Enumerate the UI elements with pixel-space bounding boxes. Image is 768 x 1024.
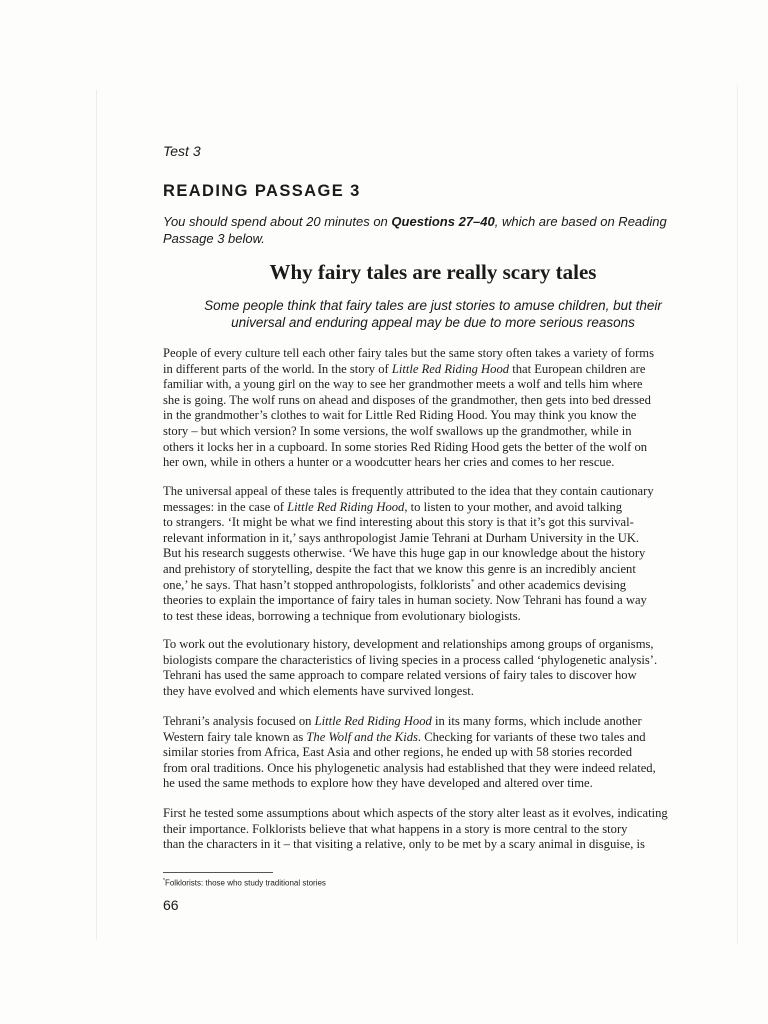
paragraph-5: [163, 806, 708, 853]
paragraph-line: [163, 730, 708, 746]
paragraph-1: [163, 346, 708, 471]
paragraph-line: [163, 714, 708, 730]
article-standfirst: [163, 297, 703, 331]
paragraph-line: to strangers. ‘It might be what we find interesting about this story is that it’s got this survival-: [163, 515, 634, 530]
footnote-marker: *: [163, 878, 165, 884]
paragraph-line: [163, 362, 708, 378]
scan-edge-right: [737, 85, 738, 945]
paragraph-text: Western fairy tale known as: [163, 729, 307, 744]
paragraph-2: [163, 484, 708, 624]
footnote: [163, 878, 326, 888]
paragraph-line: similar stories from Africa, East Asia and other regions, he ended up with 58 stories recorded: [163, 745, 632, 760]
paragraph-3: [163, 637, 708, 699]
paragraph-text: in different parts of the world. In the story of: [163, 361, 392, 376]
paragraph-text: . Checking for variants of these two tales and: [417, 729, 646, 744]
footnote-divider: [163, 872, 273, 873]
paragraph-line: First he tested some assumptions about which aspects of the story alter least as it evolves, indicating: [163, 806, 668, 820]
story-title: Little Red Riding Hood: [287, 499, 405, 514]
page-number: 66: [163, 897, 179, 913]
article-title: Why fairy tales are really scary tales: [269, 260, 597, 284]
paragraph-text: Tehrani’s analysis focused on: [163, 714, 315, 728]
paragraph-line: [163, 500, 708, 516]
paragraph-text: that European children are: [509, 361, 646, 376]
story-title: Little Red Riding Hood: [314, 714, 432, 728]
instructions-text: , which are based on Reading: [494, 214, 667, 229]
paragraph-line: biologists compare the characteristics of living species in a process called ‘phylogenetic analysis’.: [163, 652, 658, 667]
paragraph-line: in the grandmother’s clothes to wait for Little Red Riding Hood. You may think you know the: [163, 408, 637, 423]
paragraph-line: her own, while in others a hunter or a woodcutter hears her cries and comes to her rescue.: [163, 455, 615, 470]
question-range: Questions 27–40: [391, 214, 495, 229]
paragraph-text: , to listen to your mother, and avoid talking: [404, 499, 623, 514]
paragraph-line: Tehrani has used the same approach to compare related versions of fairy tales to discover how: [163, 668, 637, 683]
paragraph-text: in its many forms, which include another: [431, 714, 642, 728]
paragraph-line: But his research suggests otherwise. ‘We have this huge gap in our knowledge about the history: [163, 546, 646, 561]
instructions-text: You should spend about 20 minutes on: [163, 214, 392, 229]
paragraph-line: familiar with, a young girl on the way to see her grandmother meets a wolf and tells him where: [163, 377, 643, 392]
instructions-line-1: [163, 213, 703, 230]
paragraph-line: from oral traditions. Once his phylogenetic analysis had established that they were indeed related,: [163, 760, 656, 775]
paragraph-text: messages: in the case of: [163, 499, 288, 514]
paragraph-line: People of every culture tell each other fairy tales but the same story often takes a variety of forms: [163, 346, 654, 360]
scan-edge-left: [96, 90, 97, 940]
paragraph-line: [163, 578, 708, 594]
paragraph-text: one,’ he says. That hasn’t stopped anthropologists, folklorists: [163, 577, 471, 592]
paragraph-line: The universal appeal of these tales is frequently attributed to the idea that they contain cautionary: [163, 484, 654, 498]
story-title: The Wolf and the Kids: [306, 729, 418, 744]
standfirst-line-1: Some people think that fairy tales are just stories to amuse children, but their: [204, 298, 662, 313]
paragraph-4: [163, 714, 708, 792]
paragraph-line: and prehistory of storytelling, despite the fact that we know this genre is an incredibly ancient: [163, 561, 636, 576]
paragraph-line: story – but which version? In some versions, the wolf swallows up the grandmother, while in: [163, 423, 632, 438]
paragraph-line: theories to explain the importance of fairy tales in human society. Now Tehrani has found a way: [163, 593, 647, 608]
instructions-line-2: Passage 3 below.: [163, 231, 265, 246]
test-label: Test 3: [163, 143, 201, 159]
paragraph-line: she is going. The wolf runs on ahead and disposes of the grandmother, then gets into bed dressed: [163, 392, 651, 407]
paragraph-line: to test these ideas, borrowing a technique from evolutionary biologists.: [163, 608, 521, 623]
story-title: Little Red Riding Hood: [391, 361, 510, 376]
instructions: [163, 213, 703, 247]
standfirst-line-2: universal and enduring appeal may be due to more serious reasons: [231, 315, 635, 330]
paragraph-line: he used the same methods to explore how they have developed and altered over time.: [163, 776, 593, 791]
paragraph-text: and other academics devising: [474, 577, 627, 592]
paragraph-line: To work out the evolutionary history, development and relationships among groups of organisms,: [163, 637, 654, 651]
paragraph-line: than the characters in it – that visiting a relative, only to be met by a scary animal in disguise, is: [163, 837, 645, 852]
paragraph-line: their importance. Folklorists believe that what happens in a story is more central to the story: [163, 821, 628, 836]
paragraph-line: others it locks her in a cupboard. In some stories Red Riding Hood gets the better of the wolf on: [163, 439, 648, 454]
passage-title: READING PASSAGE 3: [163, 182, 361, 200]
footnote-text: Folklorists: those who study traditional stories: [164, 878, 326, 888]
paragraph-line: relevant information in it,’ says anthropologist Jamie Tehrani at Durham University in the UK.: [163, 530, 640, 545]
footnote-marker: *: [470, 577, 475, 586]
paragraph-line: they have evolved and which elements have survived longest.: [163, 683, 474, 698]
